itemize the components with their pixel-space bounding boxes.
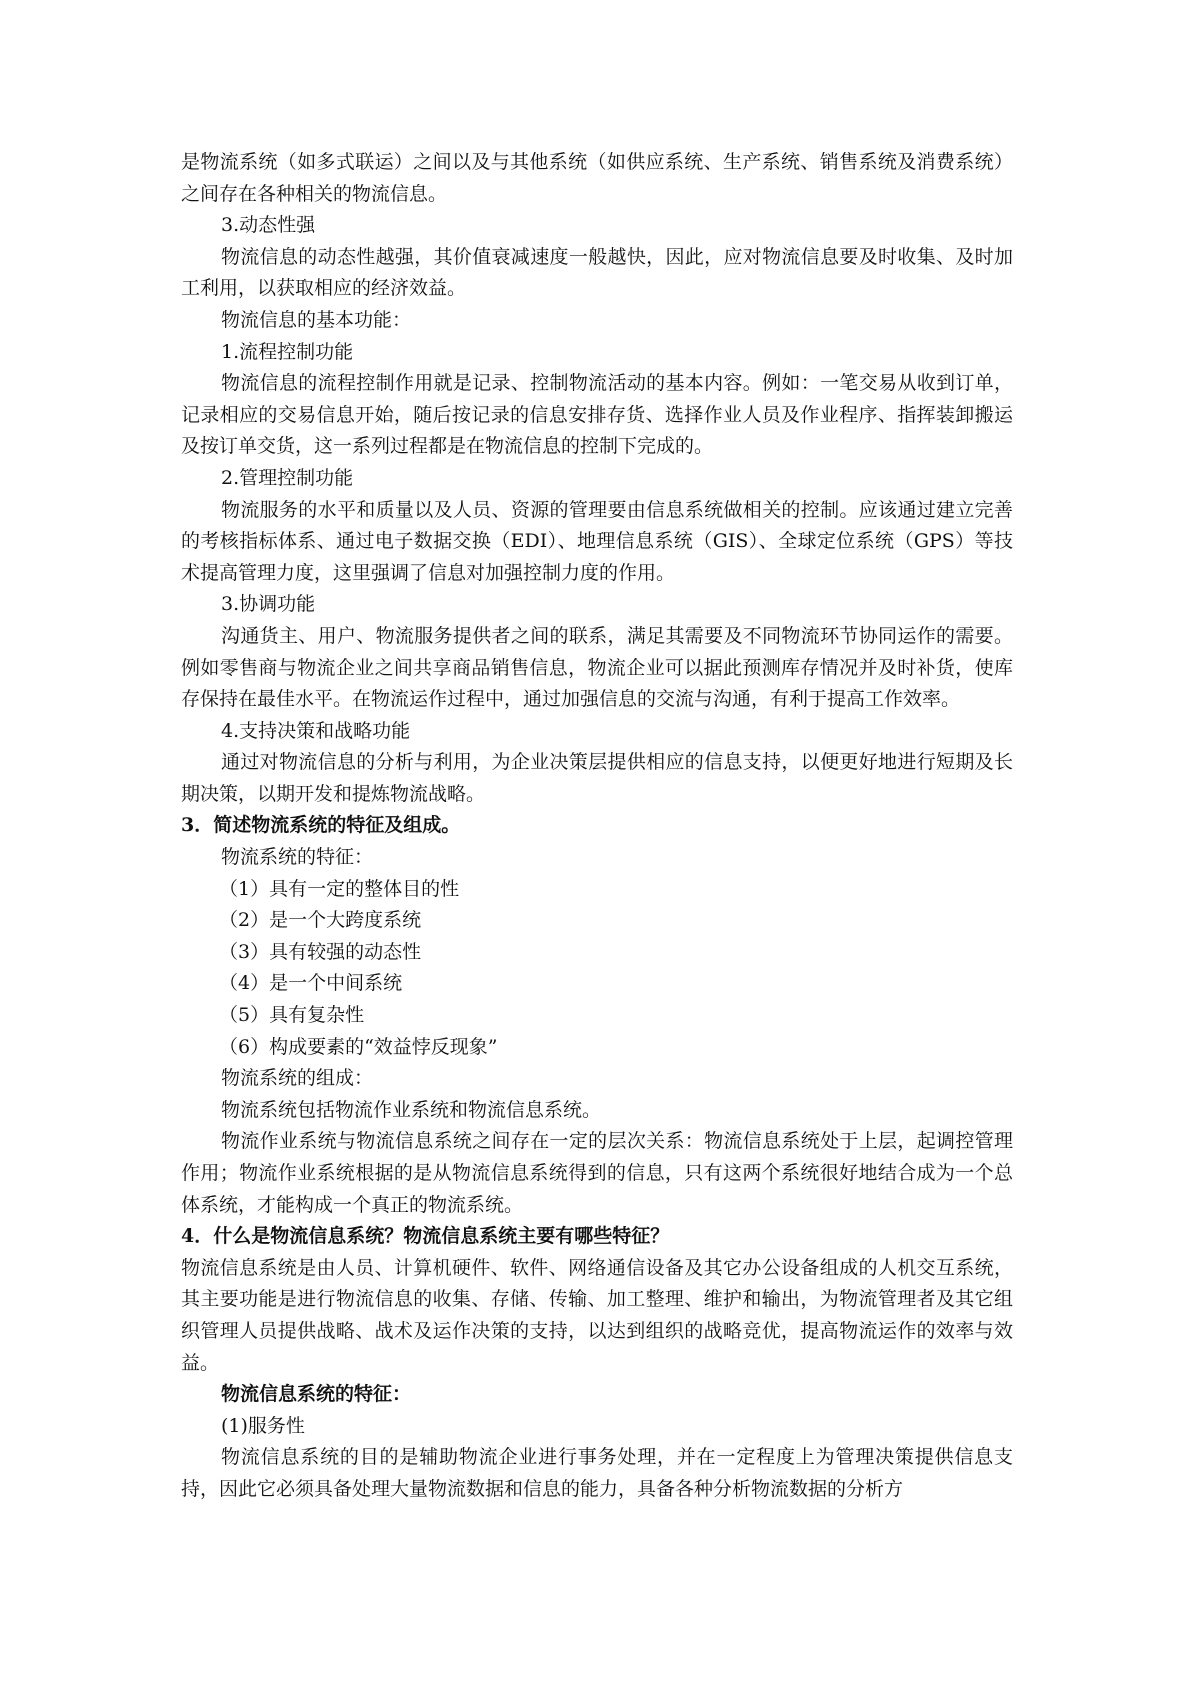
paragraph: 物流信息系统的目的是辅助物流企业进行事务处理，并在一定程度上为管理决策提供信息支持，因此它必须具备处理大量物流数据和信息的能力，具备各种分析物流数据的分析方 <box>181 1446 1013 1500</box>
section-label: 物流信息的基本功能： <box>221 308 412 331</box>
document-page <box>181 147 1013 1506</box>
paragraph: 沟通货主、用户、物流服务提供者之间的联系，满足其需要及不同物流环节协同运作的需要。例如零售商与物流企业之间共享商品销售信息，物流企业可以据此预测库存情况并及时补货，使库存保持在最佳水平。在物流运作过程中，通过加强信息的交流与沟通，有利于提高工作效率。 <box>181 624 1013 711</box>
feature-item: （2）是一个大跨度系统 <box>219 909 422 932</box>
subheading: 1.流程控制功能 <box>221 340 354 363</box>
paragraph: 物流服务的水平和质量以及人员、资源的管理要由信息系统做相关的控制。应该通过建立完善的考核指标体系、通过电子数据交换（EDI）、地理信息系统（GIS）、全球定位系统（GPS）等技术提高管理力度，这里强调了信息对加强控制力度的作用。 <box>181 498 1013 584</box>
paragraph: 物流作业系统与物流信息系统之间存在一定的层次关系：物流信息系统处于上层，起调控管理作用；物流作业系统根据的是从物流信息系统得到的信息，只有这两个系统很好地结合成为一个总体系统，才能构成一个真正的物流系统。 <box>181 1130 1013 1216</box>
subheading: (1)服务性 <box>221 1414 305 1437</box>
feature-item: （5）具有复杂性 <box>219 1004 365 1027</box>
feature-item: （1）具有一定的整体目的性 <box>219 877 460 900</box>
section-label: 物流系统的组成： <box>221 1067 374 1090</box>
section-label: 物流系统的特征： <box>221 846 374 869</box>
paragraph: 物流信息的流程控制作用就是记录、控制物流活动的基本内容。例如：一笔交易从收到订单，记录相应的交易信息开始，随后按记录的信息安排存货、选择作业人员及作业程序、指挥装卸搬运及按订单交货，这一系列过程都是在物流信息的控制下完成的。 <box>181 372 1013 458</box>
section-label: 物流信息系统的特征： <box>221 1383 412 1406</box>
paragraph: 物流信息的动态性越强，其价值衰减速度一般越快，因此，应对物流信息要及时收集、及时加工利用，以获取相应的经济效益。 <box>181 245 1013 300</box>
paragraph: 物流系统包括物流作业系统和物流信息系统。 <box>221 1098 602 1121</box>
question-heading: 4．什么是物流信息系统？物流信息系统主要有哪些特征？ <box>181 1225 670 1248</box>
feature-item: （6）构成要素的“效益悖反现象” <box>219 1035 498 1058</box>
paragraph: 是物流系统（如多式联运）之间以及与其他系统（如供应系统、生产系统、销售系统及消费系统）之间存在各种相关的物流信息。 <box>181 151 1013 205</box>
feature-item: （3）具有较强的动态性 <box>219 940 422 963</box>
subheading: 3.动态性强 <box>221 214 316 237</box>
paragraph: 通过对物流信息的分析与利用，为企业决策层提供相应的信息支持，以便更好地进行短期及长期决策，以期开发和提炼物流战略。 <box>181 751 1013 805</box>
subheading: 3.协调功能 <box>221 593 316 616</box>
feature-item: （4）是一个中间系统 <box>219 972 403 995</box>
question-heading: 3．简述物流系统的特征及组成。 <box>181 814 461 837</box>
paragraph: 物流信息系统是由人员、计算机硬件、软件、网络通信设备及其它办公设备组成的人机交互系统，其主要功能是进行物流信息的收集、存储、传输、加工整理、维护和输出，为物流管理者及其它组织管理人员提供战略、战术及运作决策的支持，以达到组织的战略竞优，提高物流运作的效率与效益。 <box>181 1256 1013 1374</box>
subheading: 2.管理控制功能 <box>221 466 354 489</box>
subheading: 4.支持决策和战略功能 <box>221 719 411 742</box>
